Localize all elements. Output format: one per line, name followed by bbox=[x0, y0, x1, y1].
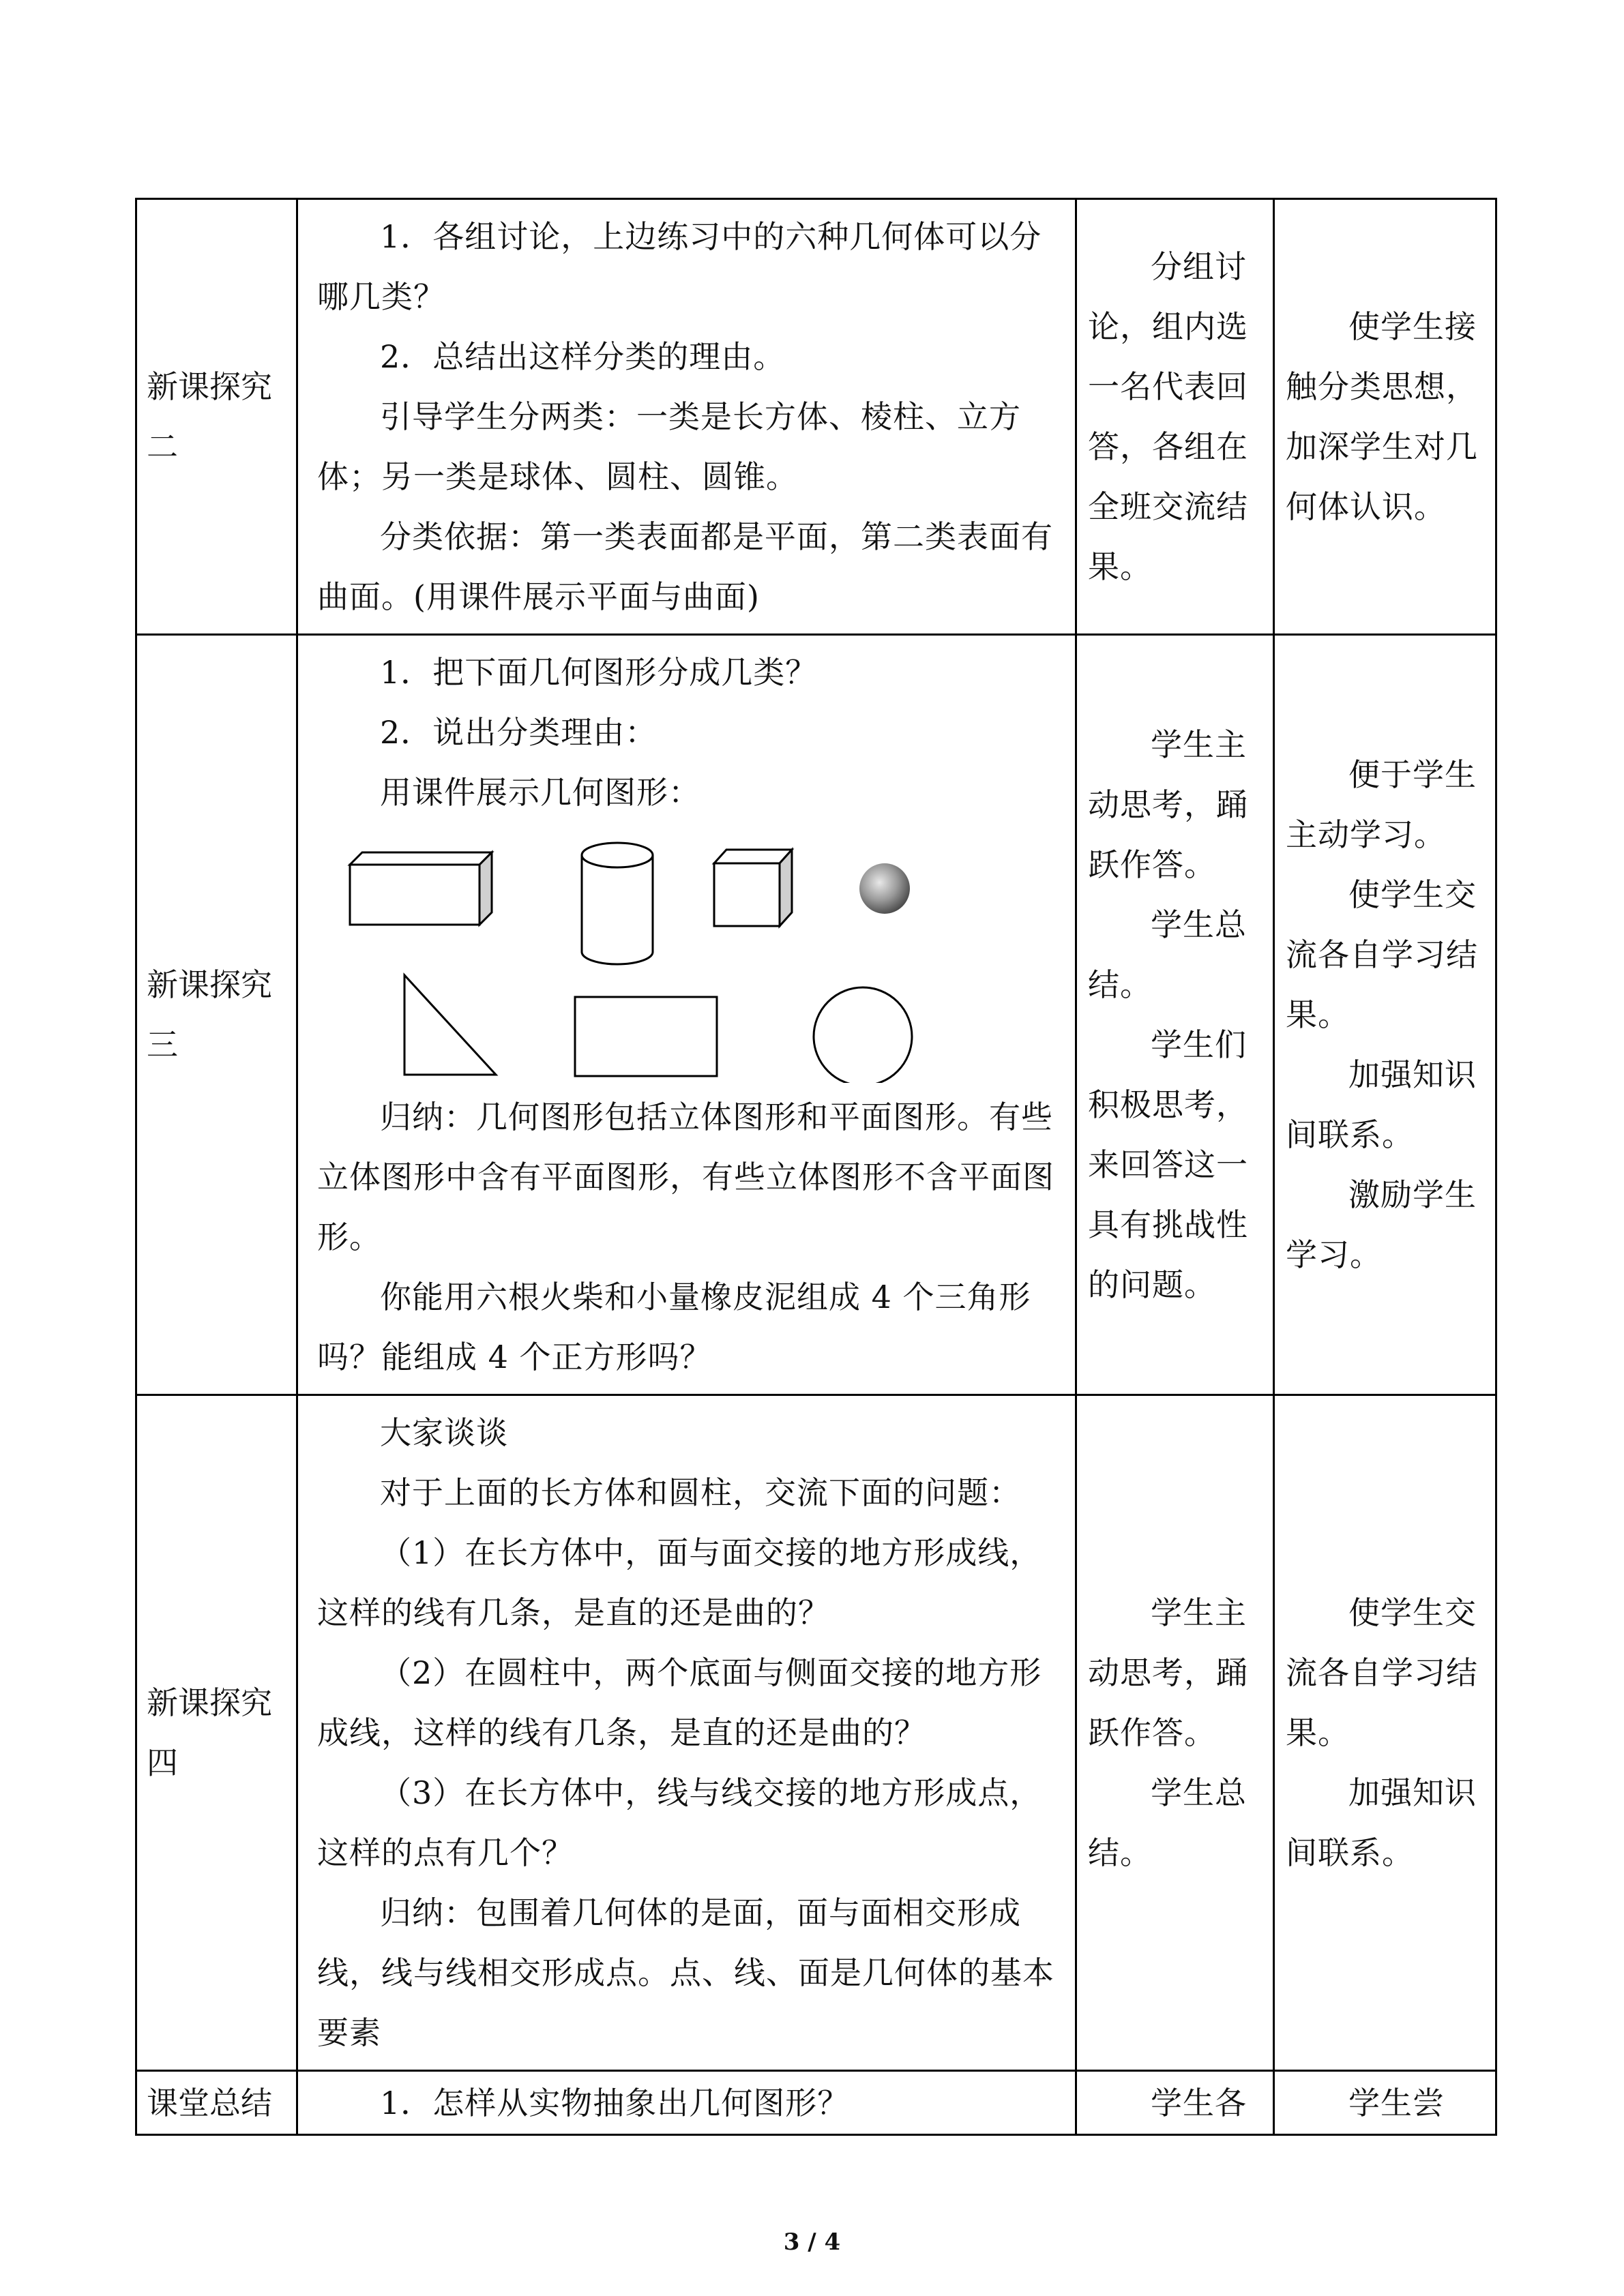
design-purpose-text: 便于学生主动学习。 bbox=[1286, 756, 1477, 853]
student-activity-cell bbox=[1076, 635, 1274, 1395]
design-purpose-text: 加强知识间联系。 bbox=[1286, 1774, 1477, 1871]
content-line: 引导学生分两类：一类是长方体、棱柱、立方体；另一类是球体、圆柱、圆锥。 bbox=[317, 398, 1021, 495]
content-line: 大家谈谈 bbox=[380, 1414, 508, 1451]
table-row bbox=[136, 1395, 1496, 2071]
design-purpose-cell bbox=[1274, 1395, 1496, 2071]
design-purpose-cell bbox=[1274, 199, 1496, 635]
content-line: （3）在长方体中，线与线交接的地方形成点，这样的点有几个？ bbox=[317, 1774, 1042, 1871]
content-line: 1．怎样从实物抽象出几何图形？ bbox=[380, 2084, 850, 2121]
content-line: 你能用六根火柴和小量橡皮泥组成 4 个三角形吗？能组成 4 个正方形吗？ bbox=[317, 1279, 1031, 1375]
content-line: 2．说出分类理由： bbox=[380, 714, 658, 751]
student-activity-text: 学生总结。 bbox=[1088, 906, 1247, 1003]
student-activity-cell bbox=[1076, 199, 1274, 635]
lesson-table bbox=[135, 198, 1497, 2136]
table-row bbox=[136, 2071, 1496, 2135]
section-cell: 新课探究二 bbox=[136, 199, 297, 635]
section-cell: 课堂总结 bbox=[136, 2071, 297, 2135]
sphere-shape bbox=[859, 863, 910, 914]
student-activity-text: 学生们积极思考，来回答这一具有挑战性的问题。 bbox=[1088, 1026, 1248, 1303]
content-line: 2．总结出这样分类的理由。 bbox=[380, 338, 786, 375]
content-line: （1）在长方体中，面与面交接的地方形成线，这样的线有几条，是直的还是曲的？ bbox=[317, 1534, 1042, 1631]
table-row bbox=[136, 199, 1496, 635]
student-activity-cell bbox=[1076, 2071, 1274, 2135]
content-cell bbox=[297, 2071, 1076, 2135]
design-purpose-text: 使学生交流各自学习结果。 bbox=[1286, 876, 1478, 1033]
design-purpose-text: 学生尝 bbox=[1348, 2084, 1445, 2121]
triangle-shape bbox=[404, 975, 496, 1075]
content-line: 用课件展示几何图形： bbox=[380, 774, 700, 811]
content-cell bbox=[297, 1395, 1076, 2071]
content-line: 归纳：几何图形包括立体图形和平面图形。有些立体图形中含有平面图形，有些立体图形不含平面图形。 bbox=[317, 1099, 1054, 1255]
table-row bbox=[136, 635, 1496, 1395]
cube-shape bbox=[714, 850, 792, 926]
student-activity-text: 学生各 bbox=[1151, 2084, 1247, 2121]
design-purpose-text: 使学生接触分类思想，加深学生对几何体认识。 bbox=[1286, 308, 1478, 525]
content-line: 对于上面的长方体和圆柱，交流下面的问题： bbox=[380, 1474, 1021, 1511]
student-activity-cell bbox=[1076, 1395, 1274, 2071]
design-purpose-text: 使学生交流各自学习结果。 bbox=[1286, 1594, 1478, 1751]
design-purpose-text: 加强知识间联系。 bbox=[1286, 1056, 1477, 1153]
content-cell bbox=[297, 635, 1076, 1395]
content-line: 1．把下面几何图形分成几类？ bbox=[380, 654, 818, 691]
content-cell bbox=[297, 199, 1076, 635]
rectangle-shape bbox=[575, 997, 717, 1076]
section-cell: 新课探究四 bbox=[136, 1395, 297, 2071]
student-activity-text: 学生主动思考，踊跃作答。 bbox=[1088, 726, 1248, 883]
student-activity-text: 学生主动思考，踊跃作答。 bbox=[1088, 1594, 1248, 1751]
content-line: 分类依据：第一类表面都是平面，第二类表面有曲面。(用课件展示平面与曲面) bbox=[317, 518, 1053, 615]
cuboid-shape bbox=[350, 852, 492, 925]
geometric-shapes-figure bbox=[317, 829, 1027, 1083]
student-activity-text: 分组讨论，组内选一名代表回答，各组在全班交流结果。 bbox=[1088, 248, 1248, 585]
content-line: 1．各组讨论，上边练习中的六种几何体可以分哪几类？ bbox=[317, 218, 1042, 315]
content-line: 归纳：包围着几何体的是面，面与面相交形成线，线与线相交形成点。点、线、面是几何体的基本要素 bbox=[317, 1894, 1054, 2051]
student-activity-text: 学生总结。 bbox=[1088, 1774, 1247, 1871]
content-line: （2）在圆柱中，两个底面与侧面交接的地方形成线，这样的线有几条，是直的还是曲的？ bbox=[317, 1654, 1042, 1751]
design-purpose-cell bbox=[1274, 635, 1496, 1395]
cylinder-shape bbox=[582, 843, 653, 964]
section-cell: 新课探究三 bbox=[136, 635, 297, 1395]
page-number: 3 / 4 bbox=[783, 2228, 841, 2256]
design-purpose-cell bbox=[1274, 2071, 1496, 2135]
design-purpose-text: 激励学生学习。 bbox=[1286, 1176, 1477, 1273]
circle-shape bbox=[814, 987, 912, 1083]
